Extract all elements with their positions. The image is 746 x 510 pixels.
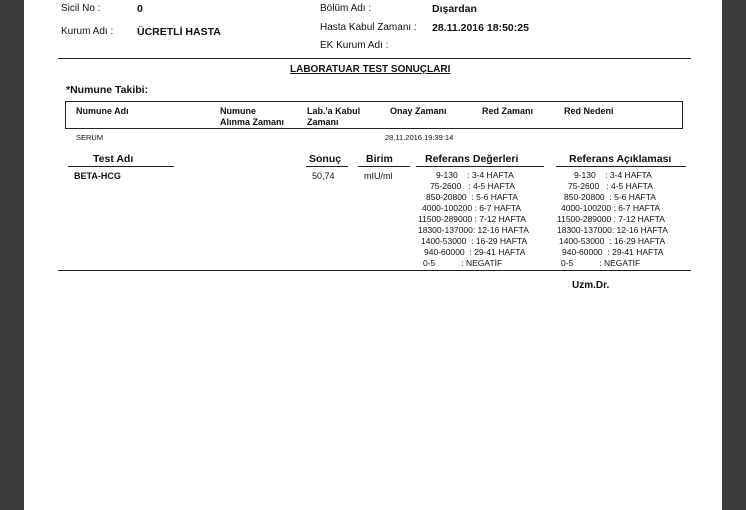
bolum-label: Bölüm Adı : (320, 3, 372, 14)
sicil-value: 0 (137, 3, 143, 15)
numune-col-alinma: Numune Alınma Zamanı (220, 106, 285, 127)
kurum-value: ÜCRETLİ HASTA (137, 26, 221, 38)
page-title: LABORATUAR TEST SONUÇLARI (290, 64, 451, 75)
kabul-value: 28.11.2016 18:50:25 (432, 22, 529, 34)
results-col-test: Test Adı (93, 153, 134, 165)
numune-col-onay: Onay Zamanı (390, 106, 447, 116)
kurum-label: Kurum Adı : (61, 26, 114, 37)
aciklama-line: 0-5 : NEGATİF (561, 258, 641, 268)
results-col-aciklama: Referans Açıklaması (569, 153, 672, 165)
sonuc-col-underline (306, 166, 348, 167)
results-col-referans: Referans Değerleri (425, 153, 519, 165)
numune-section-label: *Numune Takibi: (66, 84, 149, 96)
numune-col-red-zamani: Red Zamanı (482, 106, 534, 116)
ek-kurum-label: EK Kurum Adı : (320, 40, 389, 51)
referans-line: 850-20800 : 5-6 HAFTA (426, 192, 518, 202)
referans-line: 18300-137000: 12-16 HAFTA (418, 225, 529, 235)
aciklama-line: 11500-289000 : 7-12 HAFTA (557, 214, 665, 224)
referans-col-underline (416, 166, 544, 167)
kabul-label: Hasta Kabul Zamanı : (320, 22, 417, 33)
header-divider (58, 58, 691, 59)
aciklama-line: 75-2600 : 4-5 HAFTA (568, 181, 653, 191)
referans-line: 11500-289000 : 7-12 HAFTA (418, 214, 526, 224)
test-col-underline (68, 166, 174, 167)
numune-col-name: Numune Adı (76, 106, 129, 116)
referans-line: 75-2600 : 4-5 HAFTA (430, 181, 515, 191)
referans-line: 9-130 : 3-4 HAFTA (436, 170, 514, 180)
referans-line: 4000-100200 : 6-7 HAFTA (422, 203, 522, 213)
aciklama-line: 18300-137000: 12-16 HAFTA (557, 225, 668, 235)
aciklama-col-underline (556, 166, 686, 167)
result-birim: mIU/ml (364, 171, 393, 181)
referans-line: 940-60000 : 29-41 HAFTA (424, 247, 526, 257)
results-bottom-divider (58, 270, 691, 271)
results-col-sonuc: Sonuç (309, 153, 342, 165)
aciklama-line: 1400-53000 : 16-29 HAFTA (559, 236, 666, 246)
bolum-value: Dışardan (432, 3, 477, 15)
numune-row-name: SERUM (76, 133, 104, 142)
results-col-birim: Birim (366, 153, 393, 165)
aciklama-line: 940-60000 : 29-41 HAFTA (562, 247, 664, 257)
aciklama-line: 4000-100200 : 6-7 HAFTA (561, 203, 661, 213)
birim-col-underline (358, 166, 410, 167)
aciklama-line: 9-130 : 3-4 HAFTA (574, 170, 652, 180)
referans-line: 0-5 : NEGATİF (423, 258, 503, 268)
numune-col-kabul: Lab.'a Kabul Zamanı (307, 106, 361, 127)
sicil-label: Sicil No : (61, 3, 101, 14)
numune-row-onay: 28.11.2016 19:39:14 (385, 133, 454, 142)
referans-line: 1400-53000 : 16-29 HAFTA (421, 236, 528, 246)
aciklama-line: 850-20800 : 5-6 HAFTA (564, 192, 656, 202)
report-page (24, 0, 722, 510)
signature-label: Uzm.Dr. (572, 280, 610, 291)
numune-col-red-nedeni: Red Nedeni (564, 106, 614, 116)
result-sonuc: 50,74 (312, 171, 335, 181)
result-test-name: BETA-HCG (74, 171, 121, 181)
